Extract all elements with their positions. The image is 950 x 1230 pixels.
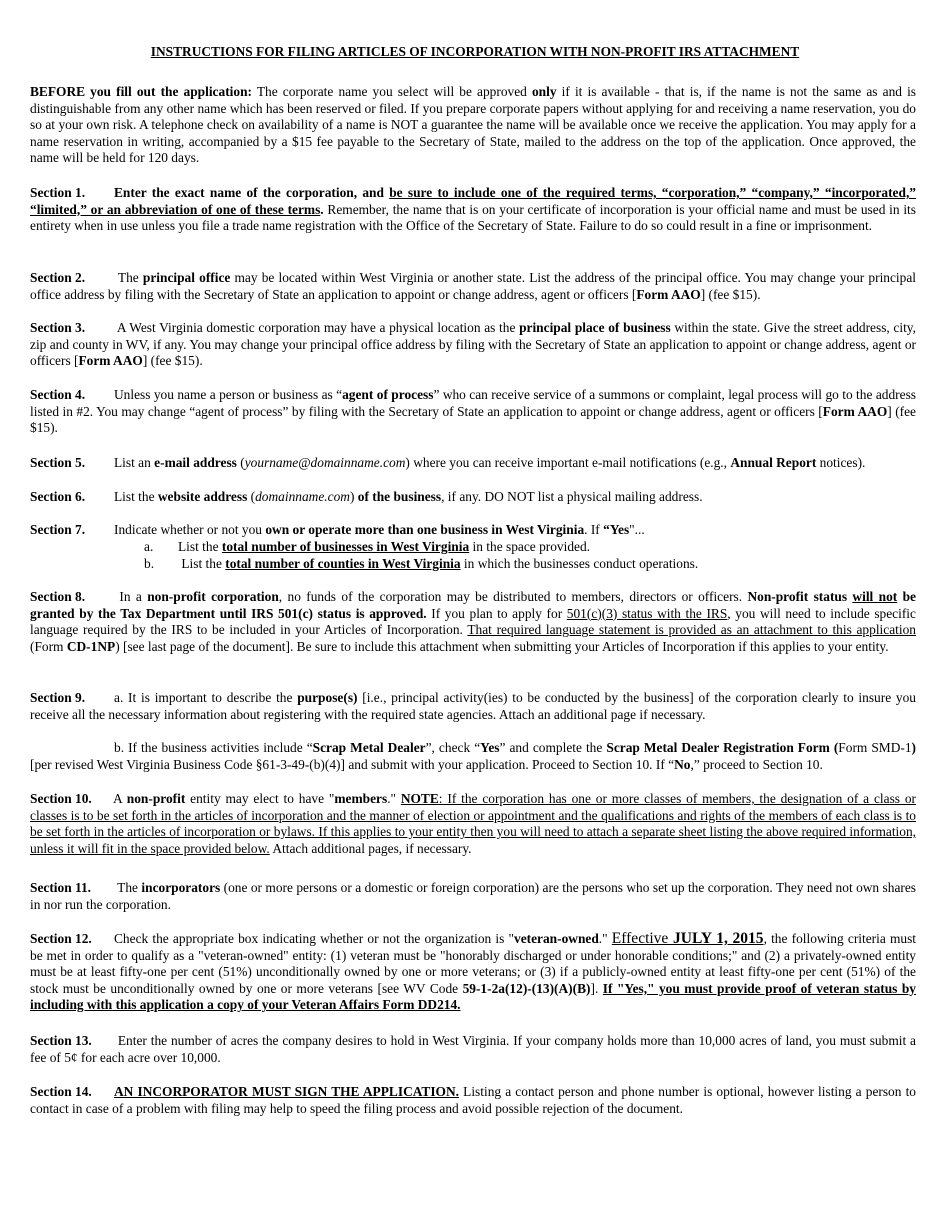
section-6: Section 6. List the website address (domainname.com) of the business, if any. DO NOT list a physical mailing address. [30, 489, 703, 504]
section-13: Section 13. Enter the number of acres the company desires to hold in West Virginia. If your company holds more than 10,000 acres of land, you must submit a fee of 5¢ for each acre over 10,000. [30, 1033, 916, 1065]
section-7-item-b: b. List the total number of counties in West Virginia in which the businesses conduct operations. [144, 556, 699, 571]
section-8: Section 8. In a non-profit corporation, no funds of the corporation may be distributed to members, directors or officers. Non-profit status will not be granted by the Tax Department until IRS 501(c) status is approved. If you plan to apply for 501(c)(3) status with the IRS, you will need to include specific language required by the IRS to be included in your Articles of Incorporation. That required language statement is provided as an attachment to this application (Form CD-1NP) [see last page of the document]. Be sure to include this attachment when submitting your Articles of Incorporation if this applies to your entity. [30, 589, 916, 654]
section-3: Section 3. A West Virginia domestic corporation may have a physical location as the principal place of business within the state. Give the street address, city, zip and county in WV, if any. You may change your principal office address by filing with the Secretary of State an application to appoint or change address, agent or officers [Form AAO] (fee $15). [30, 320, 916, 369]
section-label: Section 5. [30, 455, 86, 470]
section-10: Section 10. A non-profit entity may elect to have "members." NOTE: If the corporation has one or more classes of members, the designation of a class or classes is to be set forth in the articles of incorporation and the manner of election or appointment and the qualifications and rights of the members of each class is to be set forth in the articles of incorporation or bylaws. If this applies to your entity then you will need to attach a separate sheet listing the above required information, unless it will fit in the space provided below. Attach additional pages, if necessary. [30, 791, 916, 856]
section-9b: b. If the business activities include “Scrap Metal Dealer”, check “Yes” and complete the Scrap Metal Dealer Registration Form (Form SMD-1) [per revised West Virginia Business Code §61-3-49-(b)(4)] and submit with your application. Proceed to Section 10. If “No,” proceed to Section 10. [30, 740, 917, 772]
section-label: Section 13. [30, 1033, 92, 1048]
section-label: Section 1. [30, 185, 86, 200]
section-label: Section 8. [30, 589, 86, 604]
section-7: Section 7. Indicate whether or not you own or operate more than one business in West Virginia. If “Yes"... [30, 522, 645, 537]
section-label: Section 3. [30, 320, 86, 335]
section-1: Section 1. Enter the exact name of the corporation, and be sure to include one of the required terms, “corporation,” “company,” “incorporated,” “limited,” or an abbreviation of one of these terms. Remember, the name that is on your certificate of incorporation is your official name and must be used in its entirety when in use unless you file a trade name registration with the Office of the Secretary of State. Failure to do so could result in a fine or imprisonment. [30, 185, 916, 234]
section-label: Section 6. [30, 489, 86, 504]
section-11: Section 11. The incorporators (one or more persons or a domestic or foreign corporation) are the persons who set up the corporation. They need not own shares in nor run the corporation. [30, 880, 917, 912]
section-5: Section 5. List an e-mail address (yourname@domainname.com) where you can receive important e-mail notifications (e.g., Annual Report notices). [30, 455, 866, 470]
section-7-item-a: a. List the total number of businesses in West Virginia in the space provided. [144, 539, 591, 554]
section-label: Section 2. [30, 270, 86, 285]
section-2: Section 2. The principal office may be located within West Virginia or another state. List the address of the principal office. You may change your principal office address by filing with the Secretary of State an application to appoint or change address, agent or officers [Form AAO] (fee $15). [30, 270, 917, 302]
section-14: Section 14. AN INCORPORATOR MUST SIGN THE APPLICATION. Listing a contact person and phone number is optional, however listing a person to contact in case of a problem with filing may help to speed the filing process and avoid possible rejection of the document. [30, 1084, 917, 1116]
section-label: Section 12. [30, 931, 92, 946]
section-label: Section 9. [30, 690, 86, 705]
section-label: Section 7. [30, 522, 86, 537]
section-label: Section 4. [30, 387, 86, 402]
section-label: Section 11. [30, 880, 92, 895]
section-4: Section 4. Unless you name a person or business as “agent of process” who can receive service of a summons or complaint, legal process will go to the address listed in #2. You may change “agent of process” by filing with the Secretary of State an application to appoint or change address, agent or officers [Form AAO] (fee $15). [30, 387, 916, 436]
section-9a: Section 9. a. It is important to describe the purpose(s) [i.e., principal activity(ies) to be conducted by the business] of the corporation clearly to insure you receive all the necessary information about registering with the required state agencies. Attach an additional page if necessary. [30, 690, 916, 722]
before-paragraph: BEFORE you fill out the application: The corporate name you select will be approved only if it is available - that is, if the name is not the same as and is distinguishable from any other name which has been reserved or filed. If you prepare corporate papers without applying for and receiving a name reservation, you do so at your own risk. A telephone check on availability of a name is NOT a guarantee the name will be available once we receive the application. You may apply for a name reservation in writing, accompanied by a $15 fee payable to the Secretary of State, mailed to the address on the top of the application. Once approved, the name will be held for 120 days. [30, 84, 916, 166]
section-12: Section 12. Check the appropriate box indicating whether or not the organization is "veteran-owned." Effective JULY 1, 2015, the following criteria must be met in order to qualify as a "veteran-owned" entity: (1) veteran must be "honorably discharged or under honorable conditions;" and (2) a privately-owned entity must be at least fifty-one per cent (51%) unconditionally owned by one or more veterans; or (3) if a publicly-owned entity at least fifty-one per cent (51%) of the stock must be unconditionally owned by one or more veterans [see WV Code 59-1-2a(12)-(13)(A)(B)]. If "Yes," you must provide proof of veteran status by including with this application a copy of your Veteran Affairs Form DD214. [30, 930, 917, 1013]
section-label: Section 14. [30, 1084, 92, 1099]
before-lead: BEFORE you fill out the application: [30, 84, 252, 99]
section-label: Section 10. [30, 791, 92, 806]
page-title: INSTRUCTIONS FOR FILING ARTICLES OF INCORPORATION WITH NON-PROFIT IRS ATTACHMENT [150, 44, 800, 59]
